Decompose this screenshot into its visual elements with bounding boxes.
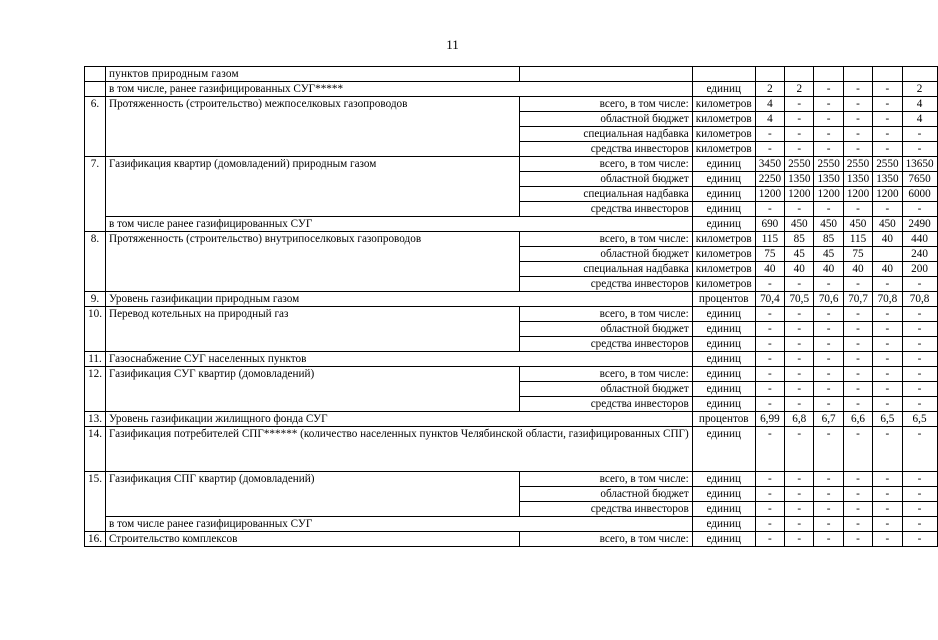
indicator-name-cell: в том числе, ранее газифицированных СУГ***** <box>105 82 692 97</box>
unit-cell: километров <box>692 142 755 157</box>
value-cell: 1350 <box>873 172 902 187</box>
row-number-cell: 8. <box>85 232 106 292</box>
table-row <box>85 307 938 322</box>
value-cell: - <box>814 112 843 127</box>
unit-cell: единиц <box>692 307 755 322</box>
sub-label-cell: средства инвесторов <box>520 397 693 412</box>
value-cell: 450 <box>785 217 814 232</box>
value-cell: - <box>843 382 872 397</box>
sub-label-cell: областной бюджет <box>520 322 693 337</box>
value-cell: 4 <box>902 97 937 112</box>
unit-cell: километров <box>692 277 755 292</box>
value-cell: 1200 <box>755 187 784 202</box>
value-cell: - <box>814 82 843 97</box>
value-cell: - <box>843 427 872 472</box>
unit-cell: единиц <box>692 382 755 397</box>
table-row <box>85 97 938 112</box>
value-cell: - <box>873 382 902 397</box>
value-cell: - <box>843 397 872 412</box>
value-cell: - <box>814 277 843 292</box>
indicator-name-cell: в том числе ранее газифицированных СУГ <box>105 217 692 232</box>
value-cell: - <box>843 112 872 127</box>
value-cell: - <box>785 532 814 547</box>
value-cell: - <box>843 532 872 547</box>
value-cell: - <box>902 307 937 322</box>
value-cell: 70,4 <box>755 292 784 307</box>
value-cell: - <box>843 337 872 352</box>
value-cell: 75 <box>843 247 872 262</box>
value-cell: 450 <box>814 217 843 232</box>
sub-label-cell: средства инвесторов <box>520 337 693 352</box>
value-cell: 2550 <box>843 157 872 172</box>
unit-cell: единиц <box>692 157 755 172</box>
sub-label-cell: всего, в том числе: <box>520 307 693 322</box>
sub-label-cell: специальная надбавка <box>520 127 693 142</box>
indicator-name-cell: пунктов природным газом <box>105 67 519 82</box>
value-cell: 40 <box>755 262 784 277</box>
sub-label-cell: всего, в том числе: <box>520 472 693 487</box>
page-number: 11 <box>446 37 459 52</box>
sub-label-cell: всего, в том числе: <box>520 232 693 247</box>
value-cell: - <box>814 397 843 412</box>
sub-label-cell: средства инвесторов <box>520 277 693 292</box>
sub-label-cell: областной бюджет <box>520 382 693 397</box>
value-cell: - <box>873 127 902 142</box>
value-cell: - <box>814 307 843 322</box>
value-cell: - <box>755 322 784 337</box>
row-number-cell: 9. <box>85 292 106 307</box>
row-number-cell: 12. <box>85 367 106 412</box>
unit-cell: километров <box>692 112 755 127</box>
value-cell: - <box>902 382 937 397</box>
value-cell: - <box>785 367 814 382</box>
value-cell: 13650 <box>902 157 937 172</box>
unit-cell: единиц <box>692 427 755 472</box>
value-cell: 4 <box>902 112 937 127</box>
value-cell: - <box>873 322 902 337</box>
value-cell: 1350 <box>785 172 814 187</box>
indicator-name-cell: Газификация СУГ квартир (домовладений) <box>105 367 519 412</box>
value-cell: 45 <box>785 247 814 262</box>
value-cell: - <box>843 307 872 322</box>
value-cell: - <box>902 277 937 292</box>
value-cell: - <box>843 127 872 142</box>
value-cell: - <box>873 427 902 472</box>
unit-cell: единиц <box>692 487 755 502</box>
value-cell: 115 <box>843 232 872 247</box>
unit-cell: процентов <box>692 412 755 427</box>
value-cell: - <box>873 82 902 97</box>
value-cell: - <box>902 367 937 382</box>
row-number-cell: 13. <box>85 412 106 427</box>
value-cell: 70,8 <box>873 292 902 307</box>
value-cell: - <box>873 337 902 352</box>
value-cell: - <box>902 337 937 352</box>
unit-cell: единиц <box>692 322 755 337</box>
sub-label-cell: специальная надбавка <box>520 262 693 277</box>
value-cell: - <box>902 472 937 487</box>
value-cell <box>755 67 784 82</box>
unit-cell: километров <box>692 232 755 247</box>
sub-label-cell: областной бюджет <box>520 172 693 187</box>
value-cell: 6,5 <box>873 412 902 427</box>
value-cell: 70,5 <box>785 292 814 307</box>
value-cell: - <box>902 502 937 517</box>
value-cell: - <box>873 112 902 127</box>
value-cell: 2550 <box>873 157 902 172</box>
table-row <box>85 532 938 547</box>
unit-cell: единиц <box>692 472 755 487</box>
value-cell: - <box>814 427 843 472</box>
table-row <box>85 232 938 247</box>
value-cell: - <box>843 472 872 487</box>
value-cell: - <box>843 517 872 532</box>
value-cell: - <box>785 202 814 217</box>
value-cell: - <box>785 142 814 157</box>
value-cell: - <box>814 517 843 532</box>
value-cell: 40 <box>785 262 814 277</box>
sub-label-cell: всего, в том числе: <box>520 157 693 172</box>
value-cell: - <box>755 382 784 397</box>
value-cell: - <box>873 352 902 367</box>
value-cell: 40 <box>873 262 902 277</box>
value-cell: - <box>843 82 872 97</box>
value-cell: - <box>873 487 902 502</box>
sub-label-cell: областной бюджет <box>520 487 693 502</box>
unit-cell: единиц <box>692 397 755 412</box>
value-cell: - <box>755 367 784 382</box>
value-cell: 240 <box>902 247 937 262</box>
table-row <box>85 217 938 232</box>
value-cell: 690 <box>755 217 784 232</box>
value-cell: 40 <box>843 262 872 277</box>
row-number-cell <box>85 67 106 82</box>
indicator-name-cell: Уровень газификации природным газом <box>105 292 692 307</box>
value-cell: - <box>814 472 843 487</box>
value-cell: - <box>902 202 937 217</box>
value-cell: - <box>785 472 814 487</box>
value-cell: - <box>814 97 843 112</box>
value-cell: 7650 <box>902 172 937 187</box>
value-cell <box>814 67 843 82</box>
sub-label-cell: средства инвесторов <box>520 202 693 217</box>
sub-label-cell: специальная надбавка <box>520 187 693 202</box>
value-cell: 6000 <box>902 187 937 202</box>
value-cell: - <box>902 142 937 157</box>
value-cell: - <box>902 127 937 142</box>
value-cell: 1200 <box>785 187 814 202</box>
value-cell: - <box>785 112 814 127</box>
sub-label-cell: всего, в том числе: <box>520 532 693 547</box>
value-cell: - <box>843 487 872 502</box>
value-cell: - <box>843 142 872 157</box>
indicator-name-cell: Газоснабжение СУГ населенных пунктов <box>105 352 692 367</box>
row-number-cell: 14. <box>85 427 106 472</box>
value-cell: 1200 <box>814 187 843 202</box>
indicator-name-cell: Протяженность (строительство) межпоселковых газопроводов <box>105 97 519 157</box>
value-cell: 45 <box>814 247 843 262</box>
value-cell: 70,6 <box>814 292 843 307</box>
value-cell: 115 <box>755 232 784 247</box>
row-number-cell: 16. <box>85 532 106 547</box>
value-cell: - <box>902 532 937 547</box>
value-cell: - <box>785 127 814 142</box>
value-cell: - <box>755 397 784 412</box>
value-cell: - <box>814 487 843 502</box>
value-cell: - <box>873 397 902 412</box>
value-cell: - <box>755 427 784 472</box>
value-cell: - <box>902 397 937 412</box>
value-cell: 4 <box>755 112 784 127</box>
unit-cell: единиц <box>692 517 755 532</box>
value-cell <box>902 67 937 82</box>
value-cell: 40 <box>873 232 902 247</box>
indicator-name-cell: Перевод котельных на природный газ <box>105 307 519 352</box>
indicator-name-cell: Уровень газификации жилищного фонда СУГ <box>105 412 692 427</box>
indicator-name-cell: Газификация СПГ квартир (домовладений) <box>105 472 519 517</box>
value-cell: 1200 <box>873 187 902 202</box>
value-cell: - <box>814 502 843 517</box>
value-cell: 85 <box>814 232 843 247</box>
value-cell: 2250 <box>755 172 784 187</box>
value-cell: - <box>814 142 843 157</box>
sub-label-cell: областной бюджет <box>520 112 693 127</box>
value-cell: - <box>755 472 784 487</box>
value-cell: - <box>843 367 872 382</box>
unit-cell: единиц <box>692 337 755 352</box>
value-cell <box>843 67 872 82</box>
table-row <box>85 517 938 532</box>
value-cell: - <box>755 307 784 322</box>
value-cell: - <box>814 127 843 142</box>
value-cell: - <box>785 277 814 292</box>
value-cell: - <box>785 427 814 472</box>
value-cell: - <box>843 97 872 112</box>
value-cell: 2 <box>785 82 814 97</box>
value-cell: 440 <box>902 232 937 247</box>
unit-cell: единиц <box>692 532 755 547</box>
table-row <box>85 157 938 172</box>
value-cell: - <box>873 472 902 487</box>
value-cell <box>785 67 814 82</box>
value-cell: - <box>843 352 872 367</box>
value-cell: 6,6 <box>843 412 872 427</box>
value-cell: - <box>814 337 843 352</box>
value-cell: - <box>755 202 784 217</box>
value-cell: 85 <box>785 232 814 247</box>
sub-label-cell: всего, в том числе: <box>520 97 693 112</box>
value-cell: - <box>902 487 937 502</box>
value-cell: 1200 <box>843 187 872 202</box>
value-cell: 6,8 <box>785 412 814 427</box>
value-cell: - <box>814 532 843 547</box>
value-cell: 200 <box>902 262 937 277</box>
value-cell: - <box>843 277 872 292</box>
value-cell <box>873 67 902 82</box>
value-cell: - <box>755 502 784 517</box>
indicator-name-cell: Газификация потребителей СПГ****** (количество населенных пунктов Челябинской области, газифицированных СПГ) <box>105 427 692 472</box>
value-cell: 3450 <box>755 157 784 172</box>
value-cell: 75 <box>755 247 784 262</box>
unit-cell: единиц <box>692 502 755 517</box>
row-number-cell: 6. <box>85 97 106 157</box>
table-body <box>85 67 938 547</box>
value-cell: 2550 <box>785 157 814 172</box>
value-cell: 2 <box>902 82 937 97</box>
table-row <box>85 427 938 472</box>
unit-cell <box>692 67 755 82</box>
value-cell: - <box>814 382 843 397</box>
indicator-name-cell: Строительство комплексов <box>105 532 519 547</box>
sub-label-cell: средства инвесторов <box>520 142 693 157</box>
sub-label-cell: средства инвесторов <box>520 502 693 517</box>
value-cell: - <box>755 487 784 502</box>
value-cell: - <box>873 367 902 382</box>
row-number-cell: 7. <box>85 157 106 232</box>
unit-cell: единиц <box>692 187 755 202</box>
value-cell: - <box>873 202 902 217</box>
table-row <box>85 292 938 307</box>
value-cell: - <box>814 367 843 382</box>
value-cell: - <box>785 382 814 397</box>
unit-cell: километров <box>692 97 755 112</box>
value-cell: - <box>785 517 814 532</box>
value-cell: 6,7 <box>814 412 843 427</box>
value-cell: 6,5 <box>902 412 937 427</box>
value-cell: 40 <box>814 262 843 277</box>
value-cell: - <box>843 202 872 217</box>
unit-cell: единиц <box>692 202 755 217</box>
value-cell: - <box>785 487 814 502</box>
unit-cell: километров <box>692 262 755 277</box>
unit-cell: километров <box>692 247 755 262</box>
value-cell: - <box>785 337 814 352</box>
value-cell: - <box>902 517 937 532</box>
value-cell: - <box>785 97 814 112</box>
table-row <box>85 412 938 427</box>
value-cell: - <box>902 427 937 472</box>
table-row <box>85 67 938 82</box>
value-cell: - <box>755 142 784 157</box>
gasification-table <box>84 66 938 547</box>
value-cell: - <box>873 517 902 532</box>
indicator-name-cell: Протяженность (строительство) внутрипоселковых газопроводов <box>105 232 519 292</box>
value-cell: - <box>755 337 784 352</box>
value-cell: - <box>873 142 902 157</box>
unit-cell: процентов <box>692 292 755 307</box>
value-cell: - <box>785 352 814 367</box>
row-number-cell: 11. <box>85 352 106 367</box>
value-cell: 2550 <box>814 157 843 172</box>
row-number-cell: 10. <box>85 307 106 352</box>
value-cell: - <box>785 307 814 322</box>
value-cell: - <box>755 127 784 142</box>
value-cell: - <box>785 397 814 412</box>
value-cell: - <box>843 502 872 517</box>
value-cell: - <box>755 277 784 292</box>
value-cell: 2 <box>755 82 784 97</box>
value-cell: 450 <box>873 217 902 232</box>
value-cell: 70,7 <box>843 292 872 307</box>
value-cell: - <box>814 322 843 337</box>
value-cell: - <box>785 322 814 337</box>
sub-label-cell: областной бюджет <box>520 247 693 262</box>
unit-cell: километров <box>692 127 755 142</box>
value-cell: - <box>814 352 843 367</box>
unit-cell: единиц <box>692 172 755 187</box>
table-row <box>85 472 938 487</box>
value-cell: - <box>873 532 902 547</box>
value-cell: - <box>902 322 937 337</box>
row-number-cell <box>85 82 106 97</box>
table-row <box>85 367 938 382</box>
value-cell: - <box>814 202 843 217</box>
value-cell <box>873 247 902 262</box>
row-number-cell: 15. <box>85 472 106 532</box>
value-cell: 6,99 <box>755 412 784 427</box>
value-cell: 70,8 <box>902 292 937 307</box>
value-cell: - <box>755 352 784 367</box>
value-cell: - <box>873 307 902 322</box>
sub-label-cell <box>520 67 693 82</box>
value-cell: - <box>902 352 937 367</box>
value-cell: - <box>843 322 872 337</box>
value-cell: - <box>785 502 814 517</box>
unit-cell: единиц <box>692 367 755 382</box>
value-cell: 450 <box>843 217 872 232</box>
value-cell: - <box>755 517 784 532</box>
sub-label-cell: всего, в том числе: <box>520 367 693 382</box>
unit-cell: единиц <box>692 352 755 367</box>
value-cell: 1350 <box>814 172 843 187</box>
unit-cell: единиц <box>692 82 755 97</box>
value-cell: 1350 <box>843 172 872 187</box>
unit-cell: единиц <box>692 217 755 232</box>
table-row <box>85 82 938 97</box>
value-cell: - <box>873 277 902 292</box>
value-cell: - <box>873 502 902 517</box>
value-cell: - <box>873 97 902 112</box>
value-cell: - <box>755 532 784 547</box>
table-row <box>85 352 938 367</box>
value-cell: 4 <box>755 97 784 112</box>
indicator-name-cell: в том числе ранее газифицированных СУГ <box>105 517 692 532</box>
value-cell: 2490 <box>902 217 937 232</box>
indicator-name-cell: Газификация квартир (домовладений) природным газом <box>105 157 519 217</box>
